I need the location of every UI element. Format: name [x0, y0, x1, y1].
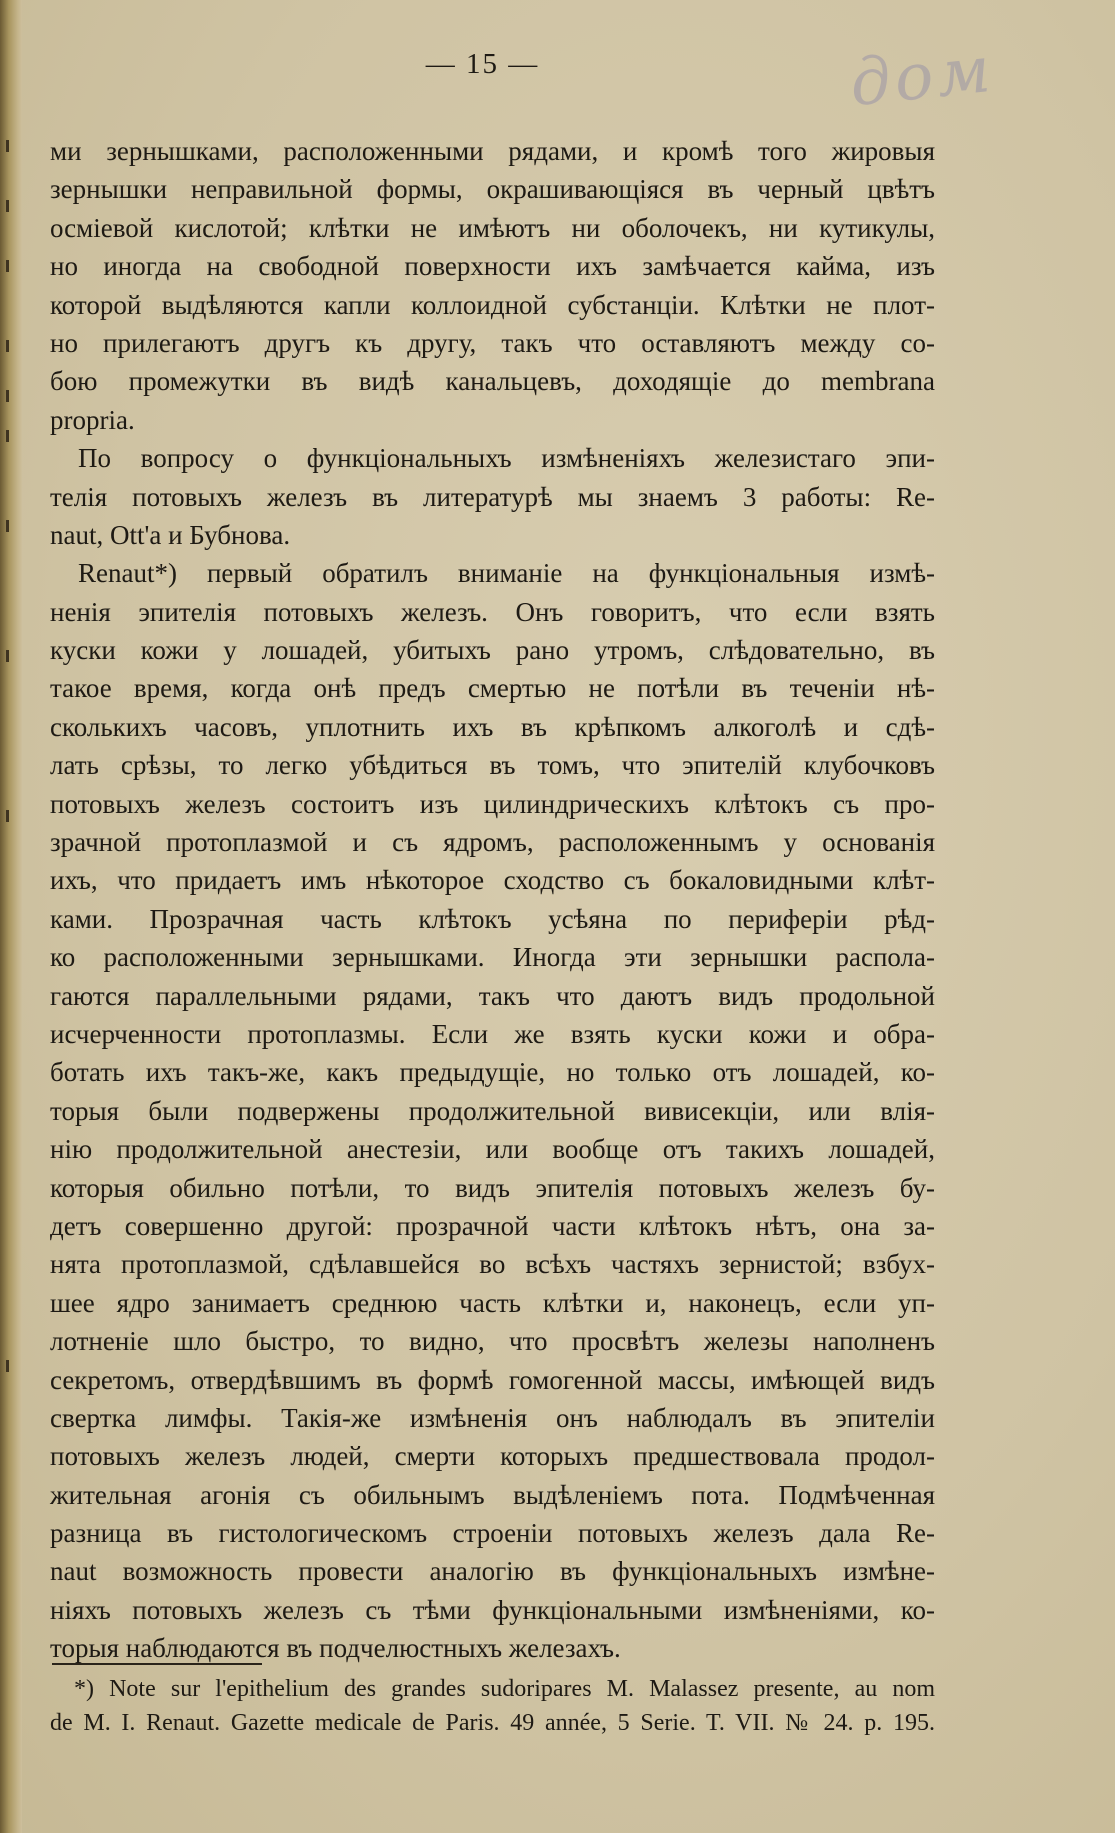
text-line: Renaut*) первый обратилъ вниманіе на функціональныя измѣ- — [78, 558, 935, 589]
text-line: исчерченности протоплазмы. Если же взять куски кожи и обра- — [50, 1018, 935, 1049]
text-line: По вопросу о функціональныхъ измѣненіяхъ железистаго эпи- — [78, 443, 935, 474]
text-line: гаются параллельными рядами, такъ что даютъ видъ продольной — [50, 980, 935, 1011]
text-line: лать срѣзы, то легко убѣдиться въ томъ, что эпителій клубочковъ — [50, 750, 935, 781]
spine-mark — [6, 810, 9, 822]
text-line: осміевой кислотой; клѣтки не имѣютъ ни оболочекъ, ни кутикулы, — [50, 212, 935, 243]
spine-mark — [6, 520, 9, 532]
text-line: разница въ гистологическомъ строеніи потовыхъ железъ дала Re- — [50, 1518, 935, 1549]
text-line: но прилегаютъ другъ къ другу, такъ что оставляютъ между со- — [50, 327, 935, 358]
footnote-line: *) Note sur l'epithelium des grandes sudoripares M. Malassez presente, au nom — [74, 1676, 935, 1702]
spine-mark — [6, 650, 9, 662]
text-line: куски кожи у лошадей, убитыхъ рано утромъ, слѣдовательно, въ — [50, 635, 935, 666]
footnote-line: de M. I. Renaut. Gazette medicale de Paris. 49 année, 5 Serie. T. VII. № 24. p. 195. — [50, 1710, 935, 1736]
text-line: naut, Ott'а и Бубнова. — [50, 519, 291, 550]
text-line: свертка лимфы. Такія-же измѣненія онъ наблюдалъ въ эпителіи — [50, 1402, 935, 1433]
text-line: такое время, когда онѣ предъ смертью не потѣли въ теченіи нѣ- — [50, 673, 935, 704]
text-line: телія потовыхъ железъ въ литературѣ мы знаемъ 3 работы: Re- — [50, 481, 935, 512]
text-line: жительная агонія съ обильнымъ выдѣленіемъ пота. Подмѣченная — [50, 1479, 935, 1510]
spine-marks — [2, 130, 16, 1430]
text-line: потовыхъ железъ состоитъ изъ цилиндрическихъ клѣтокъ съ про- — [50, 788, 935, 819]
text-line: потовыхъ железъ людей, смерти которыхъ предшествовала продол- — [50, 1441, 935, 1472]
text-line: торыя наблюдаются въ подчелюстныхъ железахъ. — [50, 1633, 621, 1664]
text-line: но иногда на свободной поверхности ихъ замѣчается кайма, изъ — [50, 251, 935, 282]
text-line: propria. — [50, 404, 135, 435]
spine-mark — [6, 390, 9, 402]
text-line: naut возможность провести аналогію въ функціональныхъ измѣне- — [50, 1556, 935, 1587]
text-line: зернышки неправильной формы, окрашивающіяся въ черный цвѣтъ — [50, 174, 935, 205]
text-line: ко расположенными зернышками. Иногда эти зернышки распола- — [50, 942, 935, 973]
text-line: ботать ихъ такъ-же, какъ предыдущіе, но только отъ лошадей, ко- — [50, 1057, 935, 1088]
text-line: детъ совершенно другой: прозрачной части клѣтокъ нѣтъ, она за- — [50, 1210, 935, 1241]
page-number: — 15 — — [425, 48, 540, 80]
text-line: торыя были подвержены продолжительной вивисекціи, или влія- — [50, 1095, 935, 1126]
text-line: сколькихъ часовъ, уплотнить ихъ въ крѣпкомъ алкоголѣ и сдѣ- — [50, 711, 935, 742]
text-line: бою промежутки въ видѣ канальцевъ, доходящіе до membrana — [50, 366, 935, 397]
spine-mark — [6, 340, 9, 352]
footnote — [50, 1672, 935, 1740]
text-line: ками. Прозрачная часть клѣтокъ усѣяна по периферіи рѣд- — [50, 903, 935, 934]
text-line: секретомъ, отвердѣвшимъ въ формѣ гомогенной массы, имѣющей видъ — [50, 1364, 935, 1395]
text-line: ихъ, что придаетъ имъ нѣкоторое сходство съ бокаловидными клѣт- — [50, 865, 935, 896]
text-line: ніяхъ потовыхъ железъ съ тѣми функціональными измѣненіями, ко- — [50, 1594, 935, 1625]
book-spine-edge — [0, 0, 22, 1833]
text-line: нята протоплазмой, сдѣлавшейся во всѣхъ частяхъ зернистой; взбух- — [50, 1249, 935, 1280]
text-line: ми зернышками, расположенными рядами, и кромѣ того жировыя — [50, 136, 935, 166]
text-line: которыя обильно потѣли, то видъ эпителія потовыхъ железъ бу- — [50, 1172, 935, 1203]
spine-mark — [6, 1360, 9, 1372]
text-line: зрачной протоплазмой и съ ядромъ, расположеннымъ у основанія — [50, 827, 935, 858]
spine-mark — [6, 200, 9, 212]
spine-mark — [6, 140, 9, 152]
spine-mark — [6, 260, 9, 272]
text-line: лотненіе шло быстро, то видно, что просвѣтъ железы наполненъ — [50, 1326, 935, 1357]
body-text — [50, 132, 935, 1668]
footnote-divider — [52, 1663, 262, 1665]
text-line: которой выдѣляются капли коллоидной субстанціи. Клѣтки не плот- — [50, 289, 935, 320]
handwritten-pencil-note: дом — [846, 32, 998, 122]
text-line: нію продолжительной анестезіи, или вообще отъ такихъ лошадей, — [50, 1134, 935, 1165]
text-line: шее ядро занимаетъ среднюю часть клѣтки и, наконецъ, если уп- — [50, 1287, 935, 1318]
text-line: ненія эпителія потовыхъ железъ. Онъ говоритъ, что если взять — [50, 596, 935, 627]
spine-mark — [6, 430, 9, 442]
